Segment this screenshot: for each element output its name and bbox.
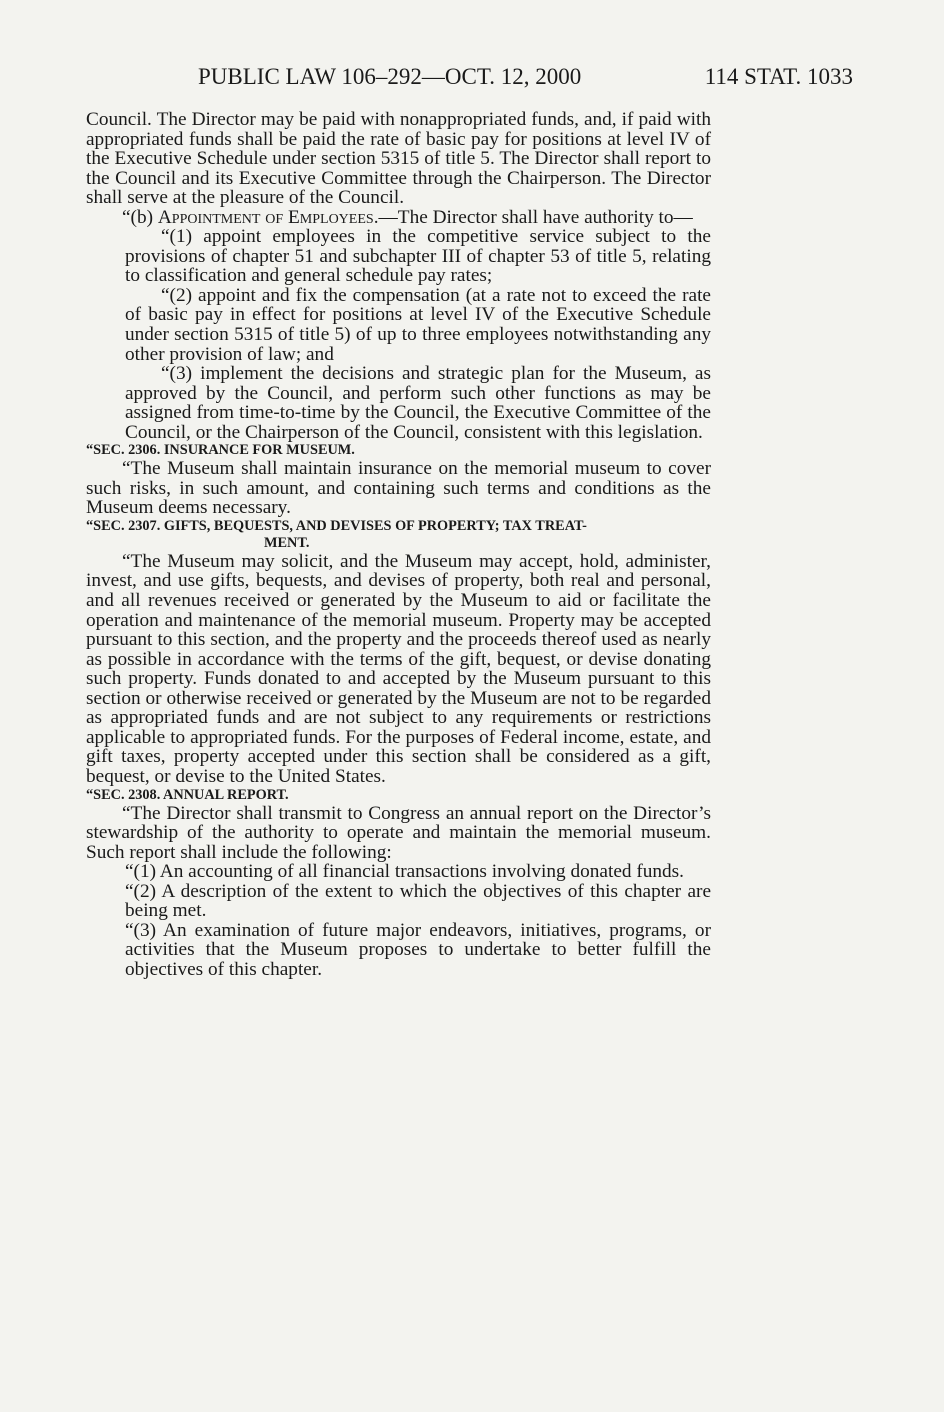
section-heading-2307 xyxy=(86,518,711,552)
section-text-2306: “The Museum shall maintain insurance on the memorial museum to cover such risks, in such amount, and containing such terms and conditions as the Museum deems necessary. xyxy=(86,458,711,519)
list-item-examination: “(3) An examination of future major endeavors, initiatives, programs, or activities that the Museum proposes to undertake to better fulfill the objectives of this chapter. xyxy=(125,919,711,980)
list-item-appoint-employees: “(1) appoint employees in the competitive service subject to the provisions of chapter 51 and subchapter III of chapter 53 of title 5, relating to classification and general schedule pay rates; xyxy=(125,226,711,287)
section-heading-2307-line2: MENT. xyxy=(264,534,310,551)
list-item-accounting: “(1) An accounting of all financial transactions involving donated funds. xyxy=(125,861,685,883)
list-item-implement-decisions: “(3) implement the decisions and strategic plan for the Museum, as approved by the Council, and perform such other functions as may be assigned from time-to-time by the Council, the Executive Committee of the Council, or the Chairperson of the Council, consistent with this legislation. xyxy=(125,363,711,443)
list-item-fix-compensation: “(2) appoint and fix the compensation (at a rate not to exceed the rate of basic pay in effect for positions at level IV of the Executive Schedule under section 5315 of title 5) of up to three employees notwithstanding any other provision of law; and xyxy=(125,284,711,365)
running-header xyxy=(198,62,853,92)
subsection-b xyxy=(86,208,711,228)
section-heading-2306: “SEC. 2306. INSURANCE FOR MUSEUM. xyxy=(86,442,355,459)
header-statute-page: 114 STAT. 1033 xyxy=(704,64,853,89)
section-heading-2307-line1: “SEC. 2307. GIFTS, BEQUESTS, AND DEVISES OF PROPERTY; TAX TREAT- xyxy=(86,517,587,534)
body-text xyxy=(86,110,711,979)
subsection-b-text: .—The Director shall have authority to— xyxy=(373,206,693,228)
paragraph-council: Council. The Director may be paid with nonappropriated funds, and, if paid with appropriated funds shall be paid the rate of basic pay for positions at level IV of the Executive Schedule under section 5315 of title 5. The Director shall report to the Council and its Executive Committee through the Chairperson. The Director shall serve at the pleasure of the Council. xyxy=(86,109,711,209)
header-law-citation: PUBLIC LAW 106–292—OCT. 12, 2000 xyxy=(198,64,582,89)
section-heading-2308: “SEC. 2308. ANNUAL REPORT. xyxy=(86,786,289,803)
subsection-b-label: “(b) xyxy=(122,206,158,228)
section-text-2307: “The Museum may solicit, and the Museum may accept, hold, administer, invest, and use gifts, bequests, and devises of property, both real and personal, and all revenues received or generated by the Museum to aid or facilitate the operation and maintenance of the memorial museum. Property may be accepted pursuant to this section, and the property and the proceeds thereof used as nearly as possible in accordance with the terms of the gift, bequest, or devise donating such property. Funds donated to and accepted by the Museum pursuant to this section or otherwise received or generated by the Museum are not to be regarded as appropriated funds and are not subject to any requirements or restrictions applicable to appropriated funds. For the purposes of Federal income, estate, and gift taxes, property accepted under this section shall be considered as a gift, bequest, or devise to the United States. xyxy=(86,550,711,787)
subsection-b-heading: Appointment of Employees xyxy=(157,206,374,228)
section-intro-2308: “The Director shall transmit to Congress an annual report on the Director’s stewardship of the authority to operate and maintain the memorial museum. Such report shall include the following: xyxy=(86,802,711,863)
list-item-description: “(2) A description of the extent to which the objectives of this chapter are being met. xyxy=(125,880,711,922)
